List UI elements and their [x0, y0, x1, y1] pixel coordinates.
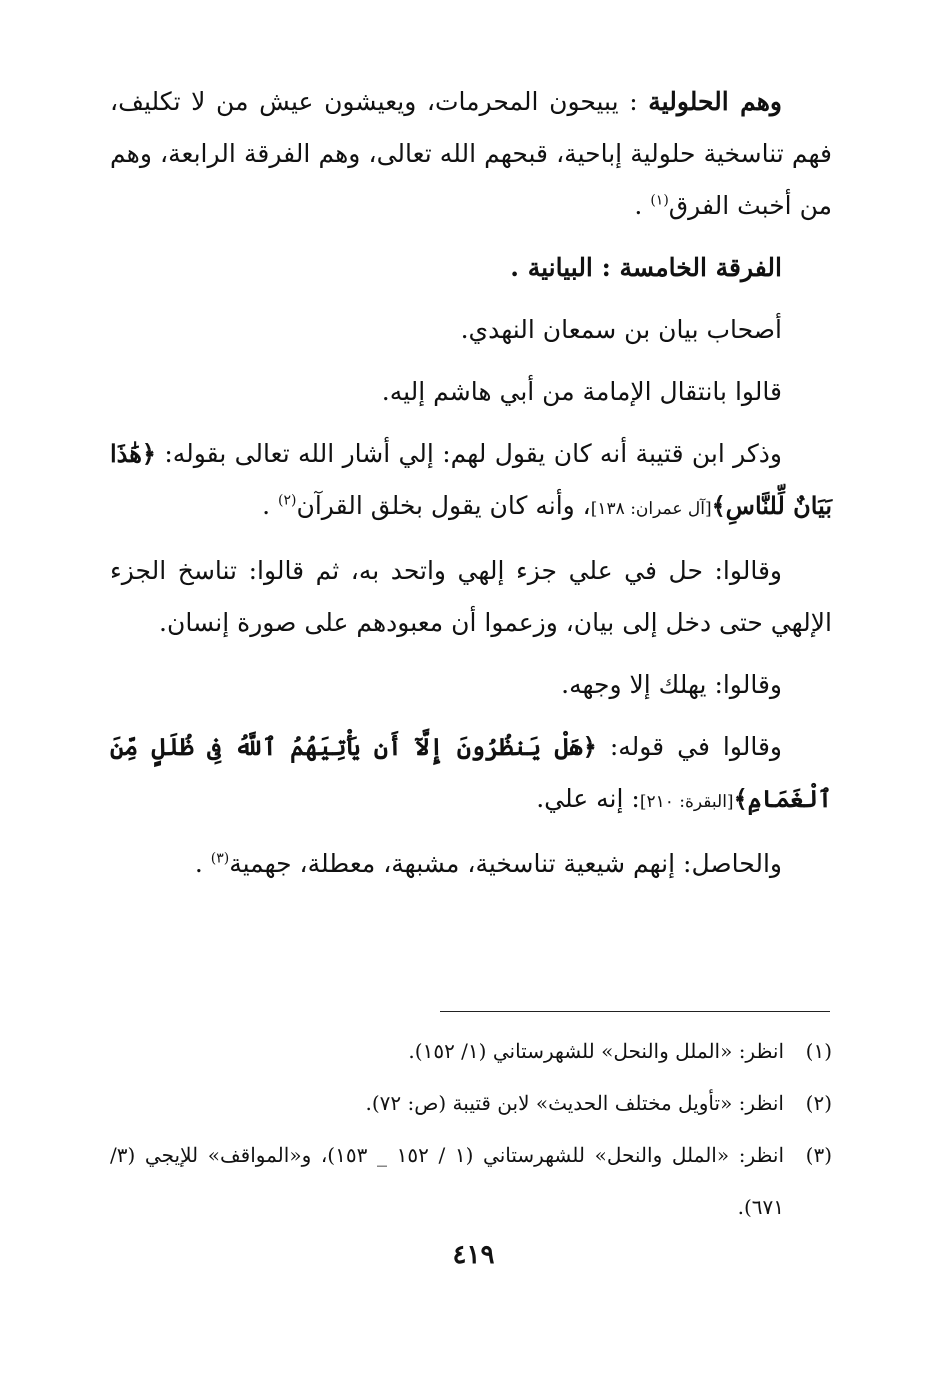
footnote-number: (٣)	[805, 1143, 832, 1167]
paragraph-text: : يبيحون المحرمات، ويعيشون عيش من لا تكليف، فهم تناسخية حلولية إباحية، قبحهم الله تعالى، وهم الفرقة الرابعة، وهم من أخبث الفرق	[110, 87, 832, 220]
paragraph-ibn-qutayba	[110, 428, 832, 535]
paragraph-lead: وهم الحلولية	[648, 87, 783, 116]
quran-verse: ﴿هَٰذَا بَيَانٌ لِّلنَّاسِ﴾	[110, 439, 832, 520]
paragraph-text: وقالوا في قوله:	[609, 732, 782, 761]
footnote-2	[110, 1077, 832, 1129]
footnote-1	[110, 1025, 832, 1077]
footnote-text: انظر: «الملل والنحل» للشهرستاني (١/ ١٥٢).	[408, 1039, 784, 1063]
footnote-number: (٢)	[805, 1091, 832, 1115]
paragraph-text-continued: ، وأنه كان يقول بخلق القرآن	[296, 491, 591, 520]
page-number: ٤١٩	[452, 1240, 495, 1270]
footnote-text: انظر: «الملل والنحل» للشهرستاني (١ / ١٥٢ _ ١٥٣)، و«المواقف» للإيجي (٣/ ٦٧١).	[110, 1143, 785, 1219]
footnote-marker-3: (٣)	[210, 850, 230, 867]
main-text	[110, 76, 832, 900]
verse-reference: [البقرة: ٢١٠]	[639, 792, 734, 812]
footnote-number: (١)	[805, 1039, 832, 1063]
footnote-separator	[440, 1011, 830, 1012]
paragraph-hululiyya	[110, 76, 832, 232]
section-heading-bayaniyya: الفرقة الخامسة : البيانية .	[510, 253, 782, 282]
paragraph-conclusion	[110, 838, 832, 890]
paragraph-end: .	[194, 849, 203, 878]
paragraph-imamate: قالوا بانتقال الإمامة من أبي هاشم إليه.	[381, 377, 782, 406]
paragraph-verse-interpretation	[110, 721, 832, 828]
footnote-text: انظر: «تأويل مختلف الحديث» لابن قتيبة (ص: ٧٢).	[365, 1091, 784, 1115]
verse-reference: [آل عمران: ١٣٨]	[590, 499, 712, 519]
paragraph-end: .	[262, 491, 271, 520]
footnote-marker-2: (٢)	[278, 492, 297, 509]
paragraph-divine-part: وقالوا: حل في علي جزء إلهي واتحد به، ثم قالوا: تناسخ الجزء الإلهي حتى دخل إلى بيان، وزعموا أن معبودهم على صورة إنسان.	[110, 556, 832, 637]
paragraph-text-continued: : إنه علي.	[536, 784, 640, 813]
footnote-3	[110, 1129, 832, 1233]
paragraph-text: وذكر ابن قتيبة أنه كان يقول لهم: إلي أشار الله تعالى بقوله:	[164, 439, 782, 468]
footnote-marker-1: (١)	[650, 192, 669, 209]
paragraph-end: .	[634, 191, 643, 220]
paragraph-perishes: وقالوا: يهلك إلا وجهه.	[561, 670, 782, 699]
paragraph-followers: أصحاب بيان بن سمعان النهدي.	[460, 315, 782, 344]
quran-verse: ﴿هَلْ يَنظُرُونَ إِلَّآ أَن يَأْتِيَهُمُ ٱللَّهُ فِى ظُلَلٍ مِّنَ ٱلْغَمَامِ﴾	[110, 732, 832, 813]
footnotes	[110, 1025, 832, 1233]
paragraph-text: والحاصل: إنهم شيعية تناسخية، مشبهة، معطلة، جهمية	[229, 849, 782, 878]
